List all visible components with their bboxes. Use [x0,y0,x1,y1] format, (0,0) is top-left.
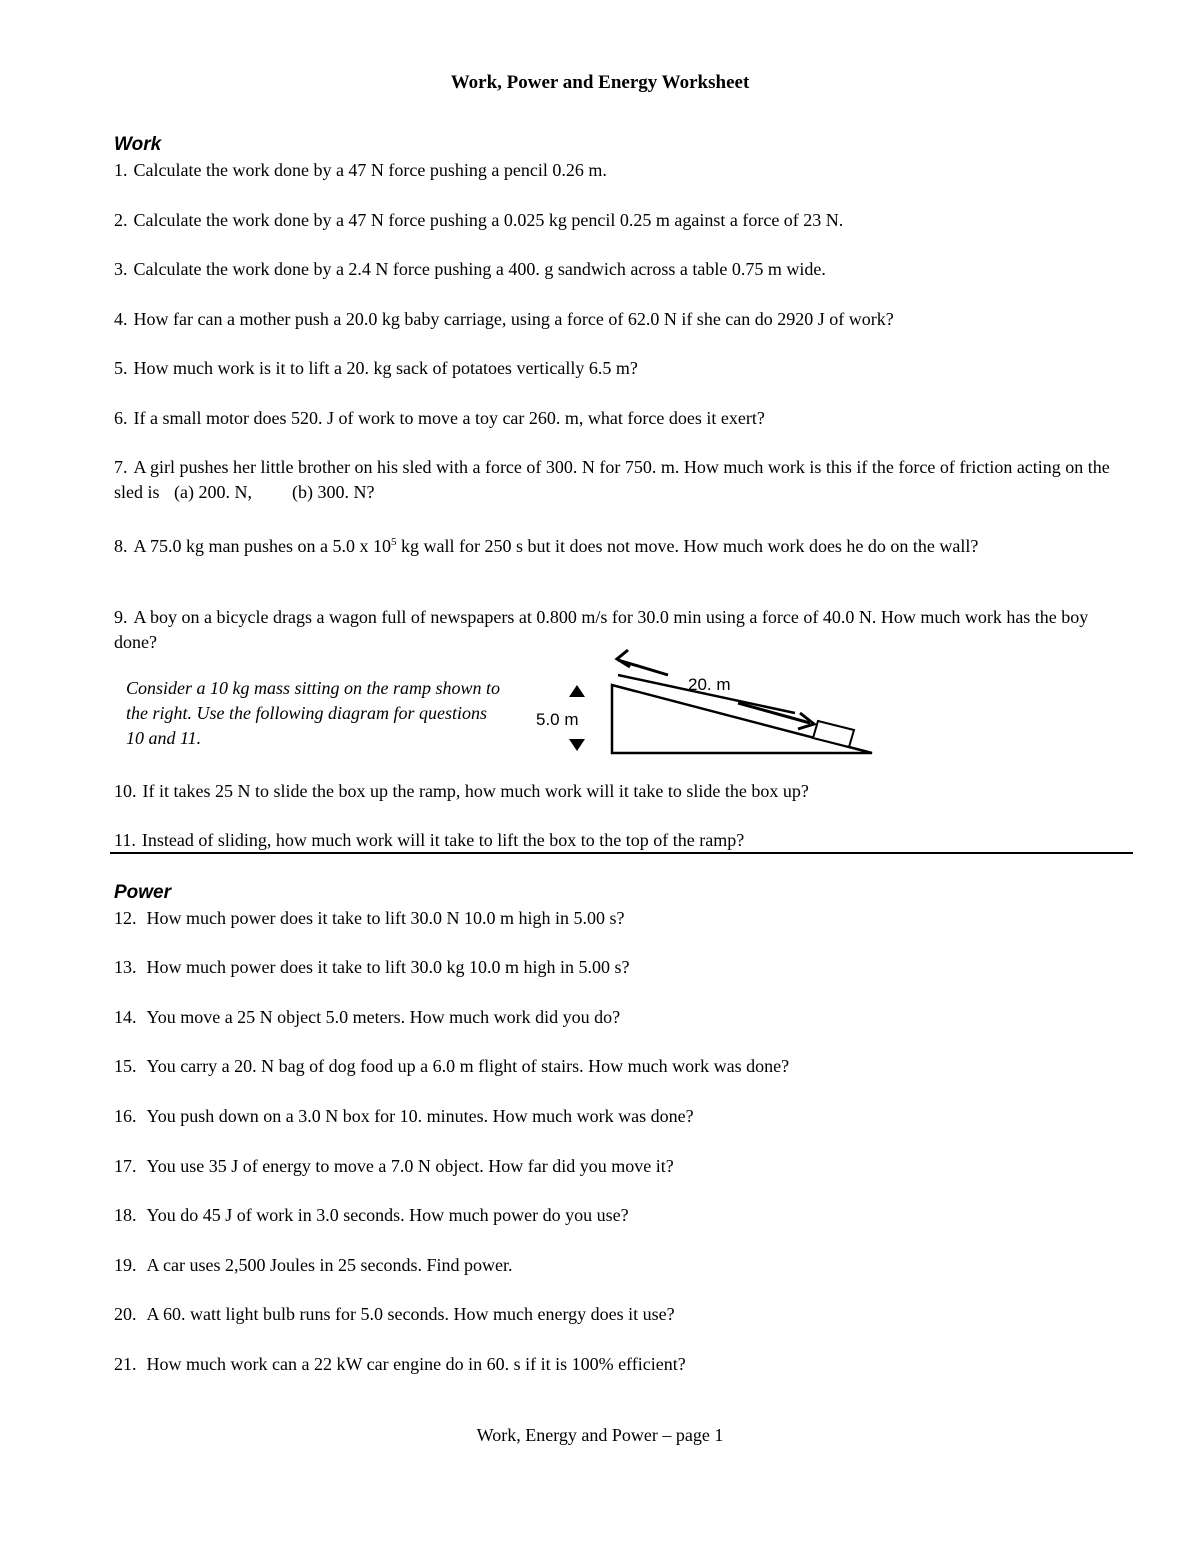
question-text-cont: kg wall for 250 s but it does not move. How much work does he do on the wall? [396,536,979,556]
question-number: 12. [114,908,137,928]
question-7-option-b: (b) 300. N? [292,482,375,502]
question-text: A 75.0 kg man pushes on a 5.0 x 10 [133,536,391,556]
question-number: 7. [114,457,128,477]
question-text: You push down on a 3.0 N box for 10. minutes. How much work was done? [146,1106,694,1126]
question-text: How much work is it to lift a 20. kg sack of potatoes vertically 6.5 m? [133,358,638,378]
question-17 [114,1154,1114,1179]
question-number: 14. [114,1007,137,1027]
question-text: Calculate the work done by a 47 N force pushing a pencil 0.26 m. [133,160,607,180]
page-footer: Work, Energy and Power – page 1 [476,1425,724,1445]
question-number: 11. [114,830,136,850]
question-16 [114,1104,1114,1129]
question-15 [114,1054,1114,1079]
left-arrow-shaft [618,660,668,675]
question-text: You use 35 J of energy to move a 7.0 N object. How far did you move it? [146,1156,674,1176]
question-text: You move a 25 N object 5.0 meters. How much work did you do? [146,1007,621,1027]
section-divider [110,852,1133,854]
question-number: 5. [114,358,128,378]
section-heading-power: Power [114,882,172,903]
question-number: 18. [114,1205,137,1225]
ramp-diagram [520,645,890,760]
question-20 [114,1302,1114,1327]
ramp-instructions: Consider a 10 kg mass sitting on the ramp shown to the right. Use the following diagram for questions 10 and 11. [126,678,501,748]
question-number: 21. [114,1354,137,1374]
question-19 [114,1253,1114,1278]
question-7 [114,455,1114,505]
question-number: 10. [114,781,137,801]
question-text: You do 45 J of work in 3.0 seconds. How much power do you use? [146,1205,629,1225]
question-number: 9. [114,607,128,627]
question-number: 4. [114,309,128,329]
question-13 [114,955,1114,980]
question-text: You carry a 20. N bag of dog food up a 6.0 m flight of stairs. How much work was done? [146,1056,790,1076]
question-text: How much power does it take to lift 30.0 N 10.0 m high in 5.00 s? [146,908,625,928]
question-21 [114,1352,1114,1377]
question-number: 19. [114,1255,137,1275]
question-12 [114,906,1114,931]
question-8 [114,530,1114,559]
question-text: Calculate the work done by a 47 N force pushing a 0.025 kg pencil 0.25 m against a force of 23 N. [133,210,844,230]
question-number: 1. [114,160,128,180]
question-text: If it takes 25 N to slide the box up the ramp, how much work will it take to slide the box up? [142,781,809,801]
question-number: 2. [114,210,128,230]
question-11 [114,828,1114,853]
question-text: Calculate the work done by a 2.4 N force pushing a 400. g sandwich across a table 0.75 m wide. [133,259,826,279]
question-number: 6. [114,408,128,428]
question-text: A car uses 2,500 Joules in 25 seconds. Find power. [146,1255,513,1275]
question-1 [114,158,1114,183]
question-number: 16. [114,1106,137,1126]
question-text: Instead of sliding, how much work will it take to lift the box to the top of the ramp? [141,830,745,850]
box-icon [813,721,854,747]
question-7-option-a: (a) 200. N, [174,482,252,502]
question-text: A boy on a bicycle drags a wagon full of newspapers at 0.800 m/s for 30.0 min using a force of 40.0 N. How much work has the boy done? [114,607,1089,652]
question-text: How much work can a 22 kW car engine do in 60. s if it is 100% efficient? [146,1354,686,1374]
question-number: 8. [114,536,128,556]
question-text: How much power does it take to lift 30.0 kg 10.0 m high in 5.00 s? [146,957,630,977]
ramp-height-label: 5.0 m [536,710,579,729]
section-heading-work: Work [114,134,162,155]
question-number: 13. [114,957,137,977]
question-10 [114,779,1114,804]
question-18 [114,1203,1114,1228]
left-arrow-head [617,650,630,667]
down-arrow-icon [569,739,585,751]
question-6 [114,406,1114,431]
question-3 [114,257,1114,282]
question-number: 17. [114,1156,137,1176]
ramp-length-label: 20. m [688,675,731,694]
question-text: A girl pushes her little brother on his sled with a force of 300. N for 750. m. How much work is this if the force of friction acting on the sled is [114,457,1110,502]
question-2 [114,208,1114,233]
page-title: Work, Power and Energy Worksheet [450,72,750,93]
exponent: 5 [390,536,397,548]
question-5 [114,356,1114,381]
question-number: 15. [114,1056,137,1076]
question-4 [114,307,1114,332]
question-text: A 60. watt light bulb runs for 5.0 seconds. How much energy does it use? [146,1304,675,1324]
question-text: How far can a mother push a 20.0 kg baby carriage, using a force of 62.0 N if she can do 2920 J of work? [133,309,894,329]
question-number: 20. [114,1304,137,1324]
up-arrow-icon [569,685,585,697]
question-text: If a small motor does 520. J of work to move a toy car 260. m, what force does it exert? [133,408,765,428]
question-14 [114,1005,1114,1030]
question-number: 3. [114,259,128,279]
